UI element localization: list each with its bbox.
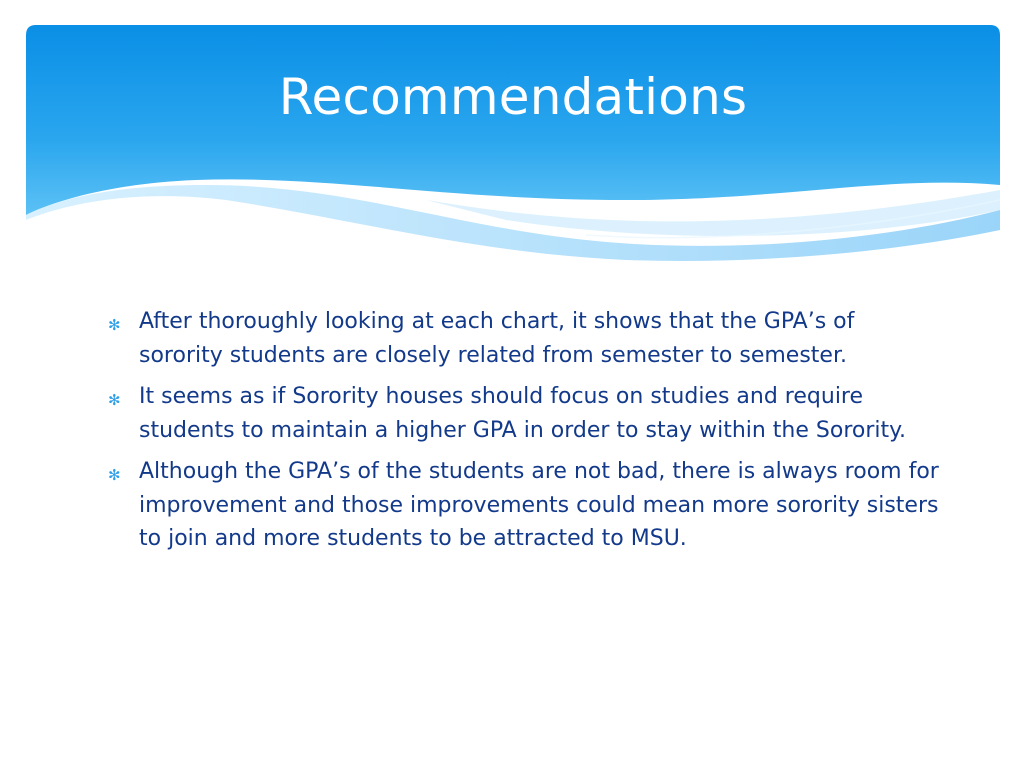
asterisk-bullet-icon: ✻ xyxy=(108,391,121,409)
header-wave-graphic xyxy=(26,25,1000,265)
bullet-text: It seems as if Sorority houses should focus on studies and require students to maintain a higher GPA in order to stay within the Sorority. xyxy=(139,384,907,443)
bullet-text: Although the GPA’s of the students are not bad, there is always room for improvement and those improvements could mean more sorority sisters to join and more students to be attracted to MSU. xyxy=(139,459,939,551)
asterisk-bullet-icon: ✻ xyxy=(108,316,121,334)
slide-title: Recommendations xyxy=(278,68,748,126)
bullet-item xyxy=(104,380,939,447)
bullet-text: After thoroughly looking at each chart, it shows that the GPA’s of sorority students are closely related from semester to semester. xyxy=(139,309,855,368)
title-header-band xyxy=(26,25,1000,265)
asterisk-bullet-icon: ✻ xyxy=(108,466,121,484)
bullet-item xyxy=(104,305,939,372)
bullet-list xyxy=(104,305,939,564)
bullet-item xyxy=(104,455,939,556)
